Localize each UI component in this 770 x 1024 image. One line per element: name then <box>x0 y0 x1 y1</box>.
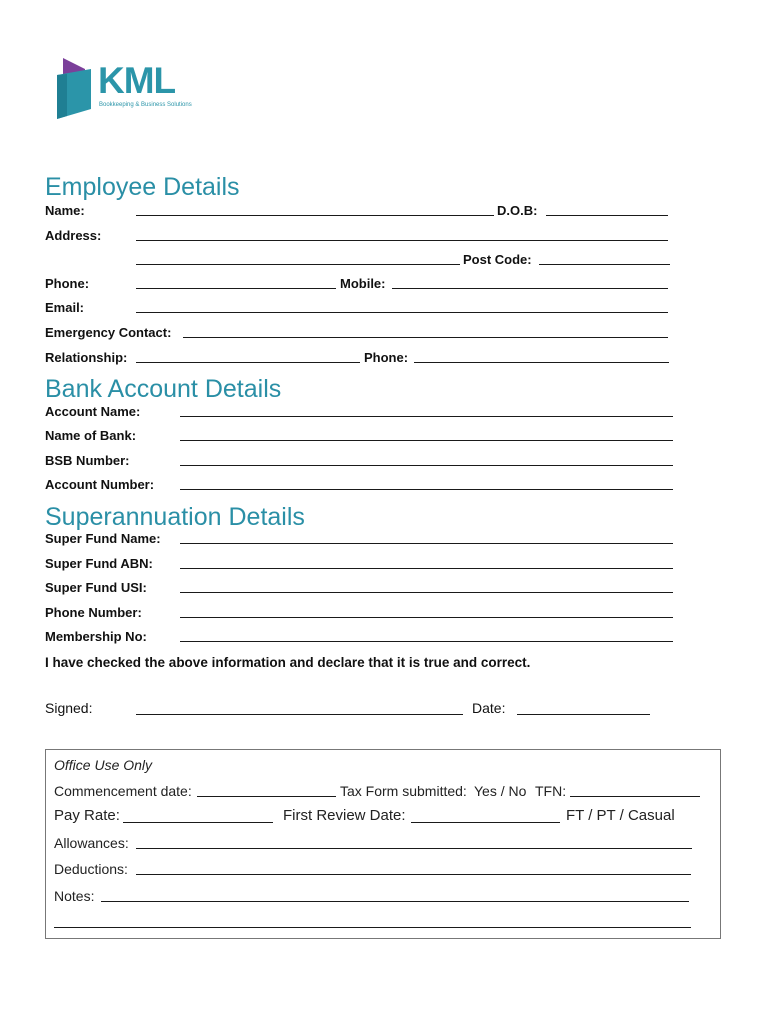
tax-form-yes-no[interactable]: Yes / No <box>474 783 527 799</box>
account-name-field[interactable] <box>180 416 673 417</box>
tfn-label: TFN: <box>535 783 567 799</box>
mobile-label: Mobile: <box>340 276 386 291</box>
super-fund-usi-label: Super Fund USI: <box>45 580 147 595</box>
allowances-label: Allowances: <box>54 835 129 851</box>
date-label: Date: <box>472 700 506 716</box>
logo-wordmark: KML <box>98 60 176 101</box>
employee-details-heading: Employee Details <box>45 173 240 201</box>
first-review-date-label: First Review Date: <box>283 807 406 824</box>
membership-field[interactable] <box>180 641 673 642</box>
deductions-field[interactable] <box>136 874 691 875</box>
name-field[interactable] <box>136 215 494 216</box>
dob-label: D.O.B: <box>497 203 538 218</box>
logo-tagline: Bookkeeping & Business Solutions <box>99 102 192 108</box>
name-label: Name: <box>45 203 85 218</box>
emergency-contact-field[interactable] <box>183 337 668 338</box>
logo-mark-icon <box>55 55 95 123</box>
email-label: Email: <box>45 300 85 315</box>
notes-field-line-2[interactable] <box>54 927 691 928</box>
declaration-text: I have checked the above information and declare that it is true and correct. <box>45 655 531 670</box>
super-fund-abn-label: Super Fund ABN: <box>45 556 153 571</box>
relationship-field[interactable] <box>136 362 360 363</box>
commencement-date-field[interactable] <box>197 796 336 797</box>
bank-details-heading: Bank Account Details <box>45 375 282 403</box>
super-fund-name-field[interactable] <box>180 543 673 544</box>
signed-label: Signed: <box>45 700 93 716</box>
email-field[interactable] <box>136 312 668 313</box>
super-fund-name-label: Super Fund Name: <box>45 531 161 546</box>
notes-label: Notes: <box>54 888 95 904</box>
tfn-field[interactable] <box>570 796 700 797</box>
dob-field[interactable] <box>546 215 668 216</box>
office-use-box <box>45 749 721 939</box>
emergency-phone-field[interactable] <box>414 362 669 363</box>
account-name-label: Account Name: <box>45 404 141 419</box>
bsb-field[interactable] <box>180 465 673 466</box>
notes-field-line-1[interactable] <box>101 901 689 902</box>
post-code-label: Post Code: <box>463 252 532 267</box>
pay-rate-field[interactable] <box>123 822 273 823</box>
super-details-heading: Superannuation Details <box>45 503 305 531</box>
relationship-label: Relationship: <box>45 350 128 365</box>
kml-logo <box>55 55 200 125</box>
super-fund-usi-field[interactable] <box>180 592 673 593</box>
super-phone-label: Phone Number: <box>45 605 142 620</box>
emergency-contact-label: Emergency Contact: <box>45 325 172 340</box>
tax-form-label: Tax Form submitted: <box>340 783 467 799</box>
emergency-phone-label: Phone: <box>364 350 409 365</box>
phone-label: Phone: <box>45 276 90 291</box>
signature-field[interactable] <box>136 714 463 715</box>
phone-field[interactable] <box>136 288 336 289</box>
commencement-date-label: Commencement date: <box>54 783 192 799</box>
membership-label: Membership No: <box>45 629 147 644</box>
super-phone-field[interactable] <box>180 617 673 618</box>
account-number-field[interactable] <box>180 489 673 490</box>
office-use-title: Office Use Only <box>54 757 153 773</box>
address-label: Address: <box>45 228 102 243</box>
bsb-label: BSB Number: <box>45 453 130 468</box>
account-number-label: Account Number: <box>45 477 155 492</box>
date-field[interactable] <box>517 714 650 715</box>
deductions-label: Deductions: <box>54 861 128 877</box>
bank-name-field[interactable] <box>180 440 673 441</box>
first-review-date-field[interactable] <box>411 822 560 823</box>
address-field-line-1[interactable] <box>136 240 668 241</box>
super-fund-abn-field[interactable] <box>180 568 673 569</box>
post-code-field[interactable] <box>539 264 670 265</box>
allowances-field[interactable] <box>136 848 692 849</box>
employment-type-options[interactable]: FT / PT / Casual <box>566 807 675 824</box>
pay-rate-label: Pay Rate: <box>54 807 120 824</box>
bank-name-label: Name of Bank: <box>45 428 137 443</box>
mobile-field[interactable] <box>392 288 668 289</box>
address-field-line-2[interactable] <box>136 264 460 265</box>
